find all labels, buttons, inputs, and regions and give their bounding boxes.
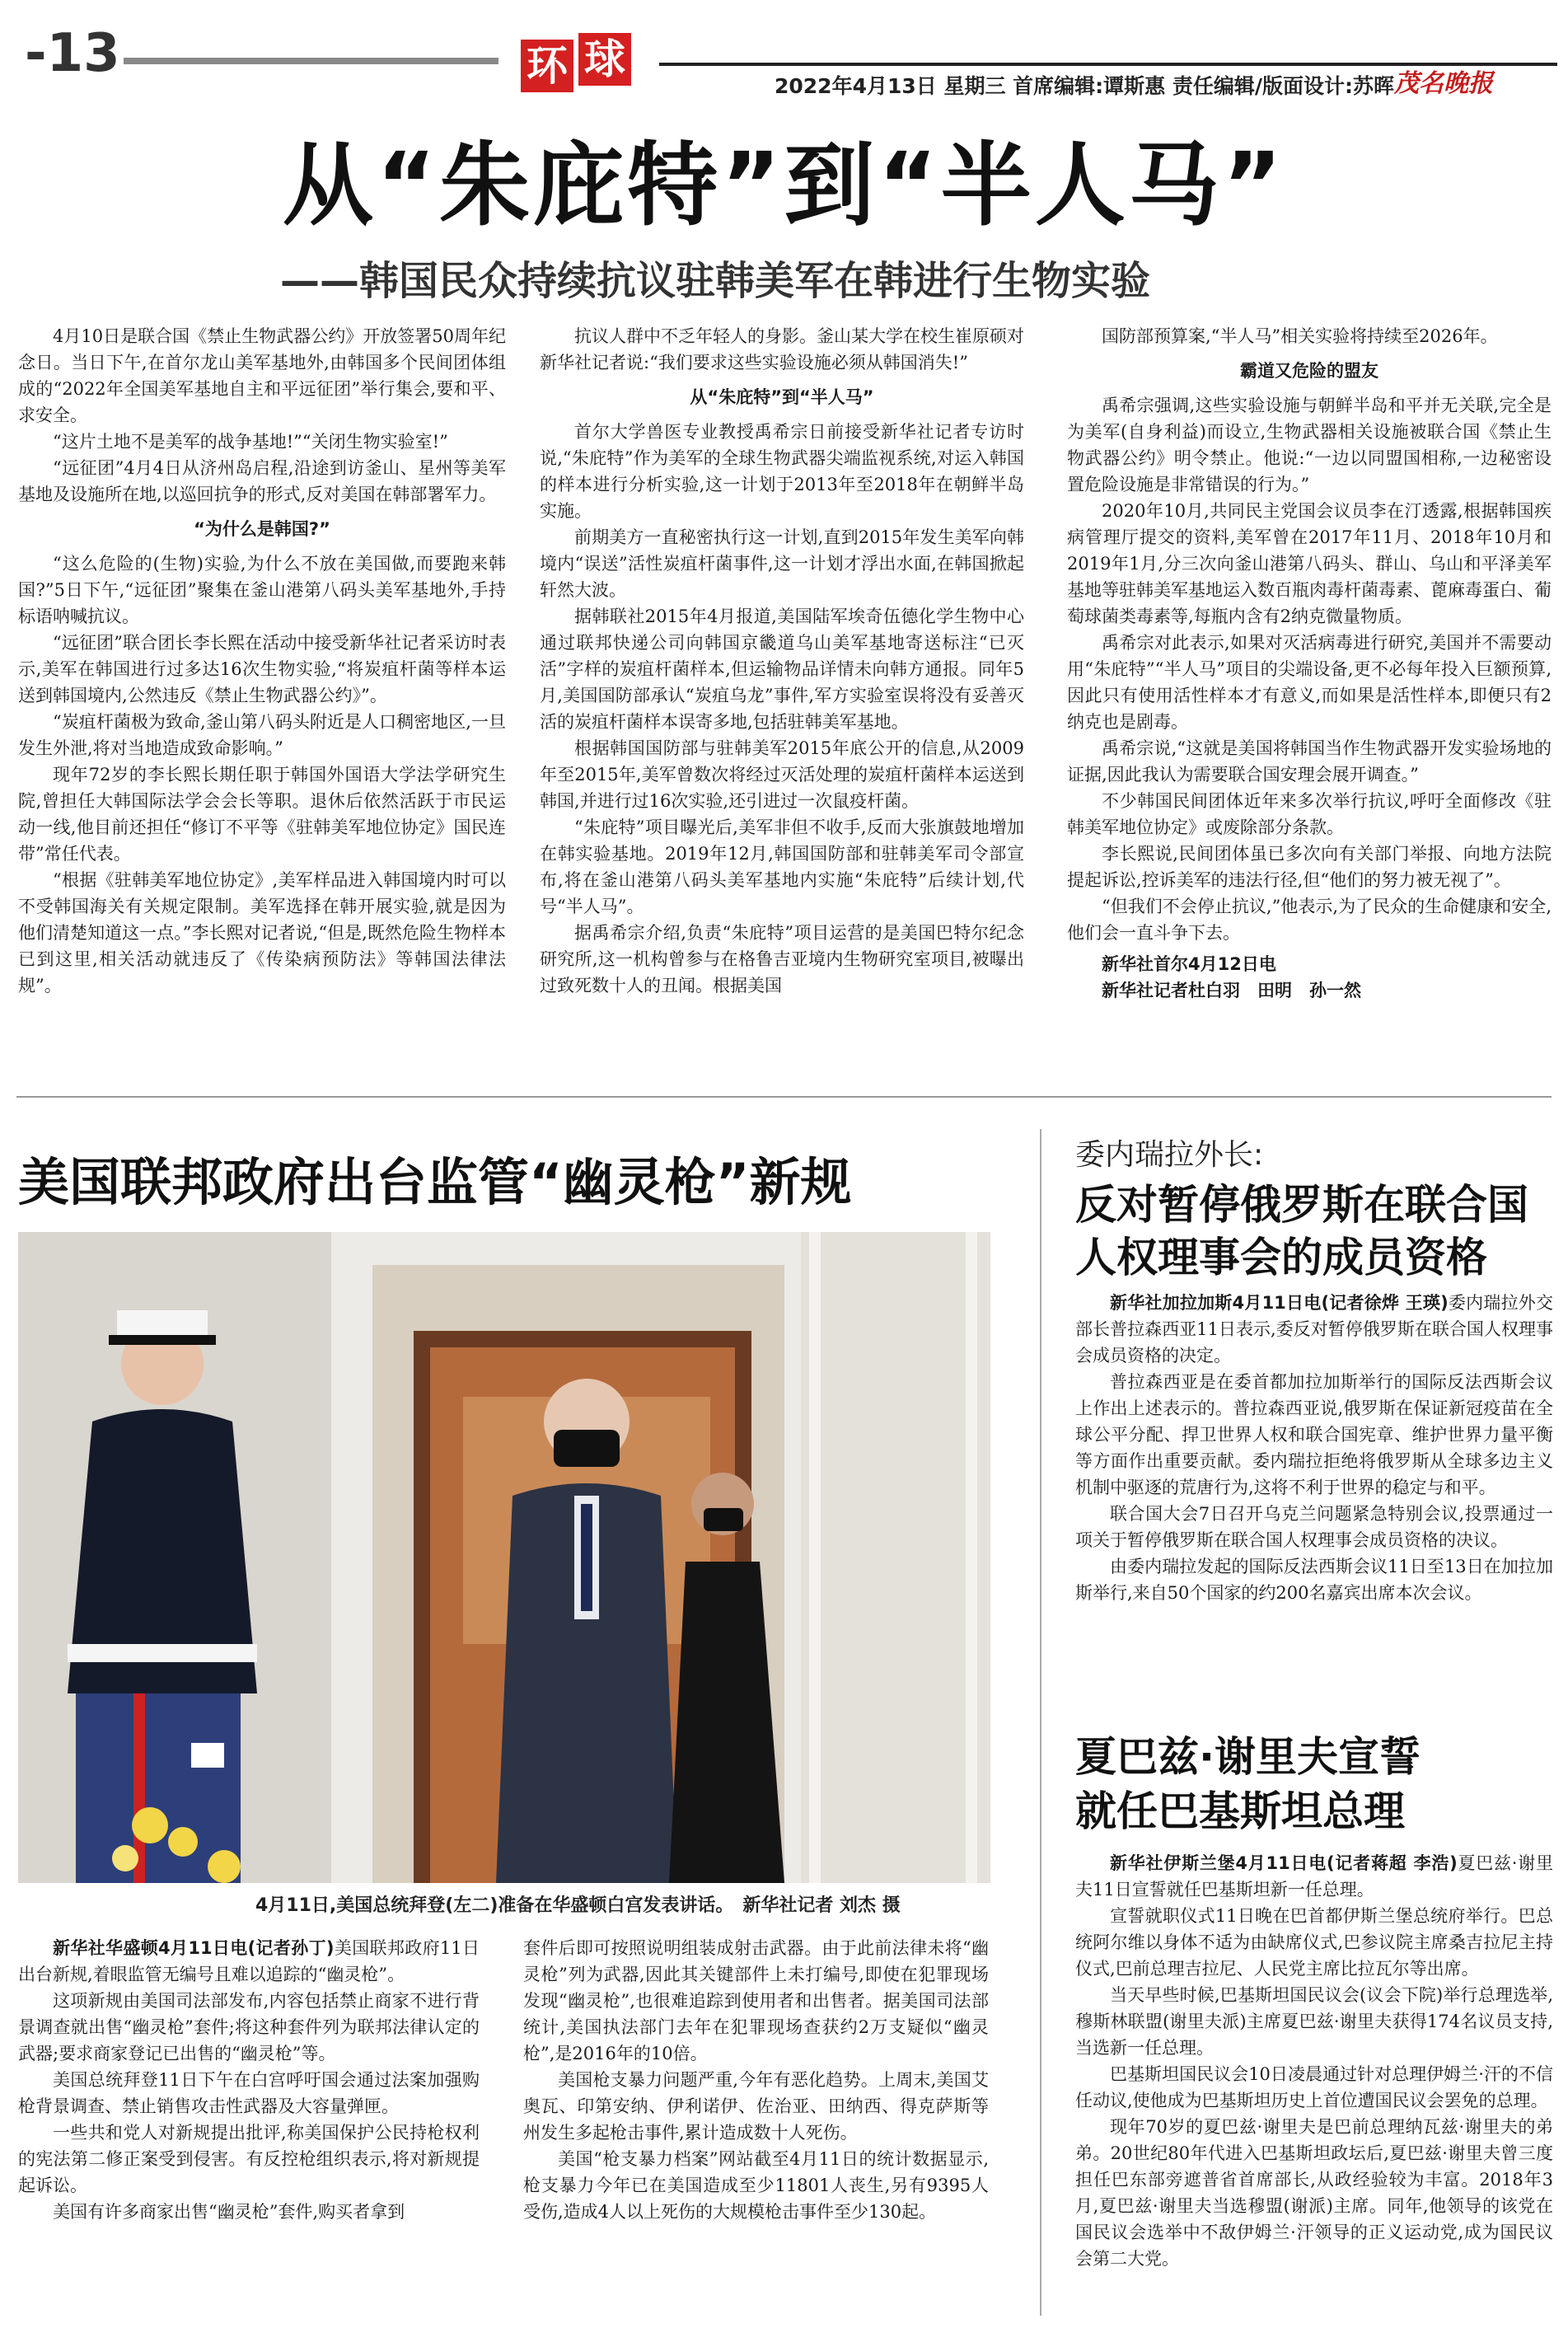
pakistan-headline-line2: 就任巴基斯坦总理: [1075, 1787, 1405, 1835]
whitehouse-photo: [18, 1232, 990, 1883]
pakistan-p5: 现年70岁的夏巴兹·谢里夫是巴前总理纳瓦兹·谢里夫的弟弟。20世纪80年代进入巴基斯坦政坛后,夏巴兹·谢里夫曾三度担任巴东部旁遮普省首席部长,从政经验较为丰富。2018年3月,夏巴兹·谢里夫当选穆盟(谢派)主席。同年,他领导的该党在国民议会选举中不敌伊姆兰·汗领导的正义运动党,成为国民议会第二大党。: [1075, 2117, 1553, 2269]
pakistan-p1-text: 夏巴兹·谢里夫11日宣誓就任巴基斯坦新一任总理。: [1075, 1853, 1553, 1899]
lead-subhead-why-korea: “为什么是韩国?”: [194, 519, 330, 539]
venezuela-p2: 普拉森西亚是在委首都加拉加斯举行的国际反法西斯会议上作出上述表示的。普拉森西亚说,俄罗斯在保证新冠疫苗在全球公平分配、捍卫世界人权和联合国宪章、维护世界力量平衡等方面作出重要贡献。委内瑞拉拒绝将俄罗斯从全球多边主义机制中驱逐的荒唐行为,这将不利于世界的稳定与和平。: [1075, 1372, 1553, 1497]
lead-c3-p5: 禹希宗说,“这就是美国将韩国当作生物武器开发实验场地的证据,因此我认为需要联合国安理会展开调查。”: [1067, 738, 1552, 785]
lead-subheadline: ——韩国民众持续抗议驻韩美军在韩进行生物实验: [280, 258, 1151, 304]
newspaper-logo: 茂名晚报: [1394, 69, 1493, 98]
gun-c2-p2: 美国枪支暴力问题严重,今年有恶化趋势。上周末,美国艾奥瓦、印第安纳、伊利诺伊、佐治亚、田纳西、得克萨斯等州发生多起枪击事件,累计造成数十人死伤。: [523, 2070, 989, 2143]
photo-caption: 4月11日,美国总统拜登(左二)准备在华盛顿白宫发表讲话。 新华社记者 刘杰 摄: [255, 1895, 901, 1916]
gun-dateline: 新华社华盛顿4月11日电(记者孙丁): [53, 1938, 335, 1958]
pakistan-p1: [1075, 1850, 1553, 1903]
lead-c2-p3: 前期美方一直秘密执行这一计划,直到2015年发生美军向韩境内“误送”活性炭疽杆菌事件,这一计划才浮出水面,在韩国掀起轩然大波。: [540, 527, 1024, 600]
lead-reporters: 新华社记者杜白羽 田明 孙一然: [1102, 981, 1361, 1000]
venezuela-p4: 由委内瑞拉发起的国际反法西斯会议11日至13日在加拉加斯举行,来自50个国家的约200名嘉宾出席本次会议。: [1075, 1557, 1553, 1603]
gun-c1-p4: 一些共和党人对新规提出批评,称美国保护公民持枪权利的宪法第二修正案受到侵害。有反控枪组织表示,将对新规提起诉讼。: [18, 2123, 480, 2195]
lead-dateline: 新华社首尔4月12日电: [1102, 954, 1276, 974]
lead-headline: 从“朱庇特”到“半人马”: [282, 133, 1286, 238]
pakistan-body: [1075, 1850, 1553, 2272]
pakistan-headline-line1: 夏巴兹·谢里夫宣誓: [1075, 1733, 1421, 1781]
venezuela-body: [1075, 1290, 1553, 1606]
section-divider: [16, 1096, 1552, 1098]
gun-column-1: [18, 1935, 480, 2225]
pakistan-p2: 宣誓就职仪式11日晚在巴首都伊斯兰堡总统府举行。巴总统阿尔维以身体不适为由缺席仪式,巴参议院主席桑吉拉尼主持仪式,巴前总理吉拉尼、人民党主席比拉瓦尔等出席。: [1075, 1906, 1553, 1979]
lead-c1-p4: “这么危险的(生物)实验,为什么不放在美国做,而要跑来韩国?”5日下午,“远征团”聚集在釜山港第八码头美军基地外,手持标语呐喊抗议。: [18, 554, 506, 626]
lead-column-2: [540, 323, 1024, 999]
lead-c3-p6: 不少韩国民间团体近年来多次举行抗议,呼吁全面修改《驻韩美军地位协定》或废除部分条款。: [1067, 791, 1552, 837]
lead-c2-p6: “朱庇特”项目曝光后,美军非但不收手,反而大张旗鼓地增加在韩实验基地。2019年12月,韩国国防部和驻韩美军司令部宣布,将在釜山港第八码头美军基地内实施“朱庇特”后续计划,代号“半人马”。: [540, 817, 1024, 916]
gun-column-2: [523, 1935, 989, 2225]
pakistan-p3: 当天早些时候,巴基斯坦国民议会(议会下院)举行总理选举,穆斯林联盟(谢里夫派)主席夏巴兹·谢里夫获得174名议员支持,当选新一任总理。: [1075, 1985, 1553, 2058]
venezuela-headline-line1: 反对暂停俄罗斯在联合国: [1075, 1181, 1528, 1229]
lead-c1-p5: “远征团”联合团长李长熙在活动中接受新华社记者采访时表示,美军在韩国进行过多达16次生物实验,“将炭疽杆菌等样本运送到韩国境内,公然违反《禁止生物武器公约》”。: [18, 633, 506, 705]
gun-c2-p3: 美国“枪支暴力档案”网站截至4月11日的统计数据显示,枪支暴力今年已在美国造成至少11801人丧生,另有9395人受伤,造成4人以上死伤的大规模枪击事件至少130起。: [523, 2149, 989, 2222]
lead-c1-p1: 4月10日是联合国《禁止生物武器公约》开放签署50周年纪念日。当日下午,在首尔龙山美军基地外,由韩国多个民间团体组成的“2022年全国美军基地自主和平远征团”举行集会,要和平、求安全。: [18, 326, 506, 425]
lead-c3-p8: “但我们不会停止抗议,”他表示,为了民众的生命健康和安全,他们会一直斗争下去。: [1067, 897, 1552, 943]
issue-info: 2022年4月13日 星期三 首席编辑:谭斯惠 责任编辑/版面设计:苏晖: [775, 74, 1395, 98]
venezuela-dateline: 新华社加拉加斯4月11日电(记者徐烨 王瑛): [1110, 1293, 1449, 1313]
lead-subhead-jupiter-centaur: 从“朱庇特”到“半人马”: [690, 387, 874, 407]
gun-headline: 美国联邦政府出台监管“幽灵枪”新规: [18, 1152, 852, 1212]
lead-c3-p1: 国防部预算案,“半人马”相关实验将持续至2026年。: [1102, 326, 1498, 346]
gun-c1-p5: 美国有许多商家出售“幽灵枪”套件,购买者拿到: [53, 2202, 405, 2222]
pakistan-dateline: 新华社伊斯兰堡4月11日电(记者蒋超 李浩): [1110, 1853, 1458, 1873]
section-badge: [521, 33, 644, 91]
gun-c1-p1: [18, 1935, 480, 1988]
whitehouse-photo-illustration: [18, 1232, 990, 1883]
lead-c2-p7: 据禹希宗介绍,负责“朱庇特”项目运营的是美国巴特尔纪念研究所,这一机构曾参与在格鲁吉亚境内生物研究室项目,被曝出过致死数十人的丑闻。根据美国: [540, 923, 1024, 995]
lead-subhead-dangerous-ally: 霸道又危险的盟友: [1240, 361, 1378, 381]
section-badge-char1: 环: [521, 40, 573, 92]
masthead-rule-left: [124, 58, 498, 64]
gun-c2-p1: 套件后即可按照说明组装成射击武器。由于此前法律未将“幽灵枪”列为武器,因此其关键部件上未打编号,即使在犯罪现场发现“幽灵枪”,也很难追踪到使用者和出售者。据美国司法部统计,美国执法部门去年在犯罪现场查获约2万支疑似“幽灵枪”,是2016年的10倍。: [523, 1938, 989, 2063]
venezuela-kicker: 委内瑞拉外长:: [1075, 1138, 1264, 1172]
lead-c2-p1: 抗议人群中不乏年轻人的身影。釜山某大学在校生崔原硕对新华社记者说:“我们要求这些实验设施必须从韩国消失!”: [540, 326, 1024, 372]
page-number: -13: [25, 23, 120, 84]
lead-column-1: [18, 323, 506, 999]
lead-c3-p3: 2020年10月,共同民主党国会议员李在汀透露,根据韩国疾病管理厅提交的资料,美军曾在2017年11月、2018年10月和2019年1月,分三次向釜山港第八码头、群山、乌山和平泽美军基地等驻韩美军基地运入数百瓶肉毒杆菌毒素、蓖麻毒蛋白、葡萄球菌类毒素等,每瓶内含有2纳克微量物质。: [1067, 501, 1552, 626]
venezuela-p1: [1075, 1290, 1553, 1369]
lead-c1-p3: “远征团”4月4日从济州岛启程,沿途到访釜山、星州等美军基地及设施所在地,以巡回抗争的形式,反对美国在韩部署军力。: [18, 458, 506, 504]
lead-c3-p7: 李长熙说,民间团体虽已多次向有关部门举报、向地方法院提起诉讼,控诉美军的违法行径,但“他们的努力被无视了”。: [1067, 844, 1552, 890]
venezuela-p1-text: 委内瑞拉外交部长普拉森西亚11日表示,委反对暂停俄罗斯在联合国人权理事会成员资格的决定。: [1075, 1293, 1554, 1365]
lead-column-3: [1067, 323, 1552, 1004]
gun-c1-p3: 美国总统拜登11日下午在白宫呼吁国会通过法案加强购枪背景调查、禁止销售攻击性武器及大容量弹匣。: [18, 2070, 480, 2116]
masthead-rule-right: [659, 63, 1557, 66]
lead-c1-p6: “炭疽杆菌极为致命,釜山第八码头附近是人口稠密地区,一旦发生外泄,将对当地造成致命影响。”: [18, 712, 506, 758]
lead-c1-p8: “根据《驻韩美军地位协定》,美军样品进入韩国境内时可以不受韩国海关有关规定限制。美军选择在韩开展实验,就是因为他们清楚知道这一点。”李长熙对记者说,“但是,既然危险生物样本已到这里,相关活动就违反了《传染病预防法》等韩国法律法规”。: [18, 870, 506, 995]
venezuela-p3: 联合国大会7日召开乌克兰问题紧急特别会议,投票通过一项关于暂停俄罗斯在联合国人权理事会成员资格的决议。: [1075, 1504, 1553, 1550]
gun-c1-p1-text: 美国联邦政府11日出台新规,着眼监管无编号且难以追踪的“幽灵枪”。: [18, 1938, 480, 1984]
right-column-divider: [1040, 1129, 1041, 2316]
lead-c1-p2: “这片土地不是美军的战争基地!”“关闭生物实验室!”: [53, 432, 448, 452]
gun-c1-p2: 这项新规由美国司法部发布,内容包括禁止商家不进行背景调查就出售“幽灵枪”套件;将这种套件列为联邦法律认定的武器;要求商家登记已出售的“幽灵枪”等。: [18, 1991, 480, 2063]
lead-c2-p5: 根据韩国国防部与驻韩美军2015年底公开的信息,从2009年至2015年,美军曾数次将经过灭活处理的炭疽杆菌样本运送到韩国,并进行过16次实验,还引进过一次鼠疫杆菌。: [540, 738, 1024, 811]
lead-c1-p7: 现年72岁的李长熙长期任职于韩国外国语大学法学研究生院,曾担任大韩国际法学会会长等职。退休后依然活跃于市民运动一线,他目前还担任“修订不平等《驻韩美军地位协定》国民连带”常任代表。: [18, 765, 506, 864]
lead-c3-p2: 禹希宗强调,这些实验设施与朝鲜半岛和平并无关联,完全是为美军(自身利益)而设立,生物武器相关设施被联合国《禁止生物武器公约》明令禁止。他说:“一边以同盟国相称,一边秘密设置危险设施是非常错误的行为。”: [1067, 396, 1552, 494]
lead-c3-p4: 禹希宗对此表示,如果对灭活病毒进行研究,美国并不需要动用“朱庇特”“半人马”项目的尖端设备,更不必每年投入巨额预算,因此只有使用活性样本才有意义,而如果是活性样本,即便只有2纳克也是剧毒。: [1067, 633, 1552, 732]
section-badge-char2: 球: [578, 33, 631, 86]
pakistan-p4: 巴基斯坦国民议会10日凌晨通过针对总理伊姆兰·汗的不信任动议,使他成为巴基斯坦历史上首位遭国民议会罢免的总理。: [1075, 2064, 1553, 2110]
venezuela-headline-line2: 人权理事会的成员资格: [1075, 1234, 1487, 1281]
lead-c2-p2: 首尔大学兽医专业教授禹希宗日前接受新华社记者专访时说,“朱庇特”作为美军的全球生物武器尖端监视系统,对运入韩国的样本进行分析实验,这一计划于2013年至2018年在朝鲜半岛实施。: [540, 422, 1024, 521]
lead-c2-p4: 据韩联社2015年4月报道,美国陆军埃奇伍德化学生物中心通过联邦快递公司向韩国京畿道乌山美军基地寄送标注“已灭活”字样的炭疽杆菌样本,但运输物品详情未向韩方通报。同年5月,美国国防部承认“炭疽乌龙”事件,军方实验室误将没有妥善灭活的炭疽杆菌样本误寄多地,包括驻韩美军基地。: [540, 607, 1024, 732]
